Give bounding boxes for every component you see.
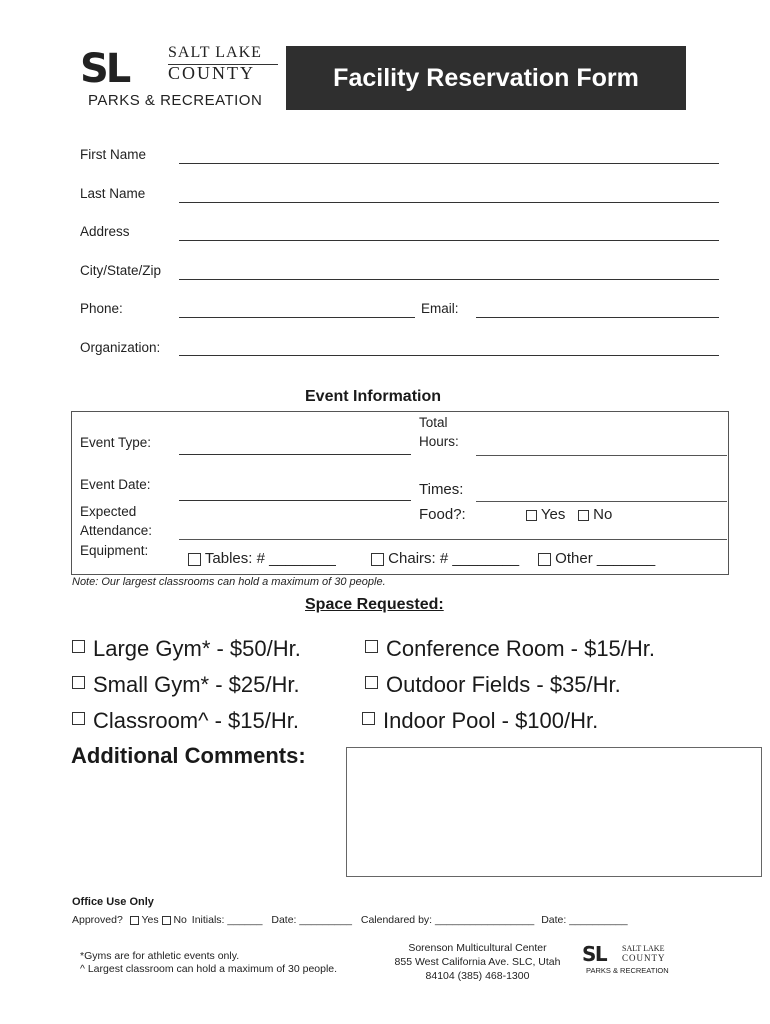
conference-room-checkbox[interactable] [365, 640, 378, 653]
food-no-label: No [593, 506, 613, 523]
other-option[interactable] [538, 550, 655, 567]
phone-field[interactable] [179, 317, 415, 318]
large-gym-checkbox[interactable] [72, 640, 85, 653]
organization-label: Organization: [80, 340, 161, 355]
logo-line-2: COUNTY [168, 63, 255, 83]
classroom-checkbox[interactable] [72, 712, 85, 725]
event-type-field[interactable] [179, 454, 411, 455]
footer-address [385, 941, 570, 983]
phone-label: Phone: [80, 301, 123, 316]
first-name-field[interactable] [179, 163, 719, 164]
last-name-label: Last Name [80, 186, 146, 201]
footer-note-classroom: ^ Largest classroom can hold a maximum of 30 people. [80, 963, 338, 975]
address-field[interactable] [179, 240, 719, 241]
footer-note-gyms: *Gyms are for athletic events only. [80, 950, 240, 962]
office-row [72, 914, 770, 926]
indoor-pool-checkbox[interactable] [362, 712, 375, 725]
comments-box[interactable] [346, 747, 762, 877]
outdoor-fields-checkbox[interactable] [365, 676, 378, 689]
other-label: Other _______ [555, 550, 656, 567]
times-label: Times: [419, 481, 464, 498]
address-line-3: 84104 (385) 468-1300 [425, 970, 530, 982]
event-date-field[interactable] [179, 500, 411, 501]
food-yes-label: Yes [540, 506, 566, 523]
food-yes-checkbox[interactable] [526, 510, 537, 521]
hours-label: Hours: [419, 434, 459, 449]
form-title: Facility Reservation Form [286, 46, 686, 110]
small-gym-checkbox[interactable] [72, 676, 85, 689]
first-name-label: First Name [80, 147, 147, 162]
tables-option[interactable] [188, 550, 336, 567]
expected-label: Expected [80, 504, 137, 519]
calendared-field[interactable]: Calendared by: _________________ [360, 914, 535, 926]
chairs-label: Chairs: # ________ [388, 550, 520, 567]
space-heading: Space Requested: [305, 596, 444, 613]
event-type-label: Event Type: [80, 435, 152, 450]
footer-logo-line-3: PARKS & RECREATION [586, 966, 669, 975]
other-checkbox[interactable] [538, 553, 551, 566]
approved-yes-label: Yes [141, 914, 159, 926]
tables-label: Tables: # ________ [204, 550, 336, 567]
address-line-1: Sorenson Multicultural Center [408, 942, 547, 954]
space-option-classroom[interactable]: Classroom^ - $15/Hr. [72, 708, 299, 734]
chairs-option[interactable] [371, 550, 519, 567]
comments-heading: Additional Comments: [71, 743, 306, 768]
footer-logo [582, 944, 677, 980]
space-option-indoor-pool[interactable]: Indoor Pool - $100/Hr. [362, 708, 598, 734]
chairs-checkbox[interactable] [371, 553, 384, 566]
food-yes-option[interactable] [526, 506, 565, 523]
attendance-label: Attendance: [80, 523, 153, 538]
address-line-2: 855 West California Ave. SLC, Utah [394, 956, 561, 968]
food-no-option[interactable] [578, 506, 612, 523]
food-label: Food?: [419, 506, 466, 523]
city-label: City/State/Zip [80, 263, 162, 278]
space-option-conference-room[interactable]: Conference Room - $15/Hr. [365, 636, 655, 662]
initials-field[interactable]: Initials: ______ [191, 914, 263, 926]
approved-no-checkbox[interactable] [162, 916, 171, 925]
food-no-checkbox[interactable] [578, 510, 589, 521]
footer-logo-mark: SL [582, 942, 607, 966]
logo-line-1: SALT LAKE [168, 44, 262, 61]
footer-logo-line-2: COUNTY [622, 953, 666, 963]
space-option-small-gym[interactable]: Small Gym* - $25/Hr. [72, 672, 300, 698]
approved-label: Approved? [72, 914, 123, 926]
email-field[interactable] [476, 317, 719, 318]
logo-mark: SL [80, 46, 129, 92]
last-name-field[interactable] [179, 202, 719, 203]
office-heading: Office Use Only [72, 896, 154, 908]
total-label: Total [419, 415, 448, 430]
event-date-label: Event Date: [80, 477, 151, 492]
logo-line-3: PARKS & RECREATION [88, 92, 263, 109]
event-heading: Event Information [305, 388, 442, 405]
tables-checkbox[interactable] [188, 553, 201, 566]
classroom-note: Note: Our largest classrooms can hold a maximum of 30 people. [72, 576, 386, 588]
space-option-large-gym[interactable]: Large Gym* - $50/Hr. [72, 636, 301, 662]
date-field-2[interactable]: Date: __________ [541, 914, 628, 926]
organization-field[interactable] [179, 355, 719, 356]
footer-logo-line-1: SALT LAKE [622, 944, 665, 953]
city-field[interactable] [179, 279, 719, 280]
equipment-label: Equipment: [80, 543, 149, 558]
approved-yes-checkbox[interactable] [130, 916, 139, 925]
date-field-1[interactable]: Date: _________ [271, 914, 352, 926]
space-option-outdoor-fields[interactable]: Outdoor Fields - $35/Hr. [365, 672, 621, 698]
email-label: Email: [421, 301, 459, 316]
header-logo [80, 44, 280, 114]
address-label: Address [80, 224, 130, 239]
approved-no-label: No [173, 914, 187, 926]
